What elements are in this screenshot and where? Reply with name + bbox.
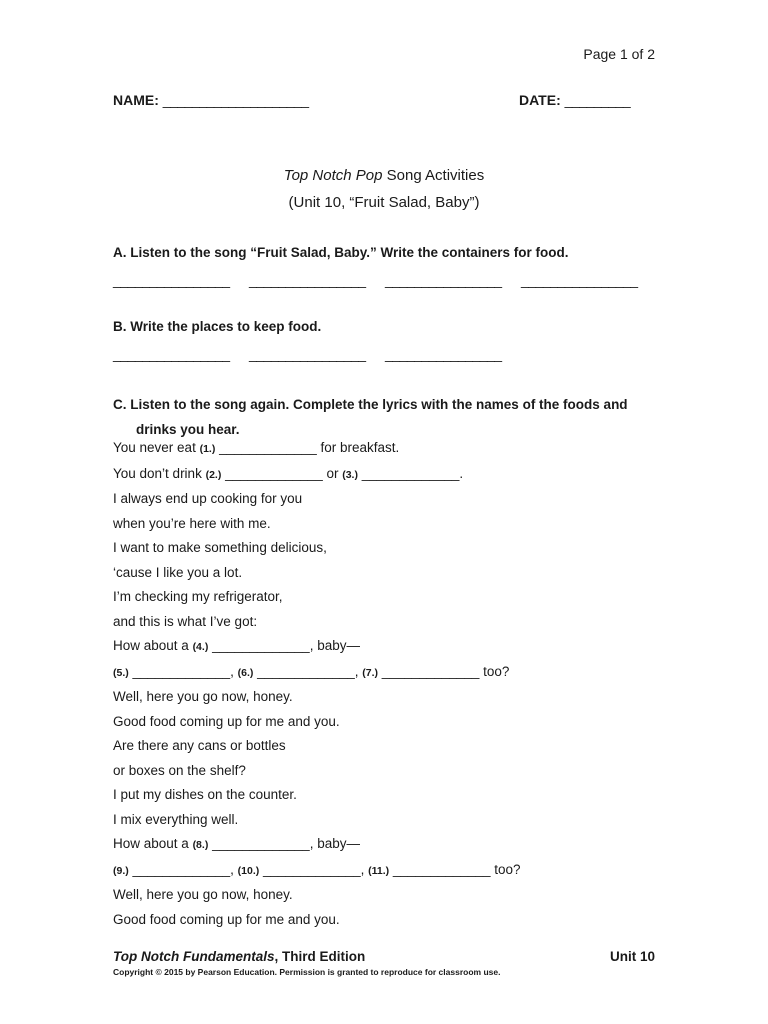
answer-blank[interactable]: ________________ [113,346,230,362]
footer-unit: Unit 10 [609,949,655,964]
lyric-blank[interactable]: _____________ [132,861,231,877]
lyric-blank[interactable]: _____________ [381,663,480,679]
lyric-line: I mix everything well. [113,811,239,827]
lyric-text: too? [490,861,521,877]
title-italic: Top Notch Pop [283,167,383,184]
section-a-answers [113,272,657,288]
section-c-heading [113,392,658,442]
lyric-blank[interactable]: _____________ [212,638,310,653]
item-number: (11.) [368,864,390,877]
name-label: NAME: [113,92,159,108]
page-subtitle: (Unit 10, “Fruit Salad, Baby”) [288,194,480,211]
lyric-text: for breakfast. [316,440,400,455]
lyric-blank[interactable]: _____________ [361,465,460,481]
page-number: Page 1 of 2 [583,46,655,62]
lyric-blank[interactable]: _____________ [219,440,317,455]
lyric-line [113,436,658,462]
footer-book-rest: , Third Edition [274,949,366,964]
item-number: (9.) [113,864,129,877]
lyric-text: too? [479,663,510,679]
lyric-line: (5.) _____________, (6.) _____________, (7.) _____________ too? [113,663,510,679]
lyric-line: Well, here you go now, honey. [113,689,293,704]
lyric-blank[interactable]: _____________ [263,861,361,877]
lyric-line: (9.) _____________, (10.) _____________, (11.) _____________ too? [113,861,521,877]
lyric-text: or [322,465,343,481]
item-number: (6.) [237,666,254,679]
lyric-line: I always end up cooking for you [113,491,303,506]
lyric-line: I want to make something delicious, [113,540,327,555]
section-b-heading: B. Write the places to keep food. [113,319,322,334]
lyric-line: I’m checking my refrigerator, [113,589,283,604]
answer-blank[interactable]: ________________ [249,346,366,362]
item-number: (4.) [192,641,209,653]
item-number: (10.) [237,864,260,877]
lyric-line [113,634,658,660]
item-number: (2.) [205,468,222,481]
title-rest: Song Activities [382,167,485,184]
lyric-blank[interactable]: _____________ [132,663,231,679]
item-number: (8.) [192,839,209,851]
lyric-blank[interactable]: _____________ [257,663,355,679]
date-blank[interactable]: _________ [564,92,631,108]
date-field[interactable] [519,92,630,108]
name-field[interactable] [113,92,309,108]
lyric-line: Good food coming up for me and you. [113,713,340,729]
item-number: (5.) [113,666,129,679]
section-a-heading: A. Listen to the song “Fruit Salad, Baby.” Write the containers for food. [113,245,569,260]
lyric-line: Well, here you go now, honey. [113,887,293,902]
section-c-heading-line2: drinks you hear. [136,422,240,437]
item-number: (1.) [199,443,216,455]
lyric-text: How about a [113,638,193,653]
item-number: (3.) [342,468,358,481]
answer-blank[interactable]: ________________ [385,346,502,362]
lyric-line [113,462,658,488]
footer-copyright: Copyright © 2015 by Pearson Education. Permission is granted to reproduce for classroom use. [113,967,501,977]
answer-blank[interactable]: ________________ [113,272,230,288]
lyric-line: I put my dishes on the counter. [113,787,297,802]
answer-blank[interactable]: ________________ [521,272,638,288]
date-label: DATE: [519,92,561,108]
lyric-text: You never eat [113,440,200,455]
lyric-blank[interactable]: _____________ [225,465,323,481]
lyric-line [113,832,658,858]
lyric-blank[interactable]: _____________ [392,861,491,877]
lyric-text: How about a [113,836,193,851]
section-b-answers [113,346,521,362]
lyric-line: Are there any cans or bottles [113,738,286,753]
footer-book-italic: Top Notch Fundamentals [113,949,275,964]
footer-book-title [113,949,365,964]
song-lyrics [113,436,658,932]
answer-blank[interactable]: ________________ [385,272,502,288]
lyric-line: when you’re here with me. [113,515,271,531]
lyric-line: or boxes on the shelf? [113,762,246,778]
name-blank[interactable]: ____________________ [162,92,309,108]
lyric-line: ‘cause I like you a lot. [113,564,243,580]
lyric-text: You don’t drink [113,465,206,481]
lyric-blank[interactable]: _____________ [212,836,310,851]
lyric-text: , baby— [309,836,360,851]
lyric-line: Good food coming up for me and you. [113,911,340,927]
item-number: (7.) [362,666,379,679]
lyric-text: . [459,465,464,481]
page-title [0,167,768,184]
lyric-line: and this is what I’ve got: [113,613,258,629]
section-c-heading-line1: C. Listen to the song again. Complete the lyrics with the names of the foods and [113,397,628,412]
answer-blank[interactable]: ________________ [249,272,366,288]
lyric-text: , baby— [309,638,360,653]
